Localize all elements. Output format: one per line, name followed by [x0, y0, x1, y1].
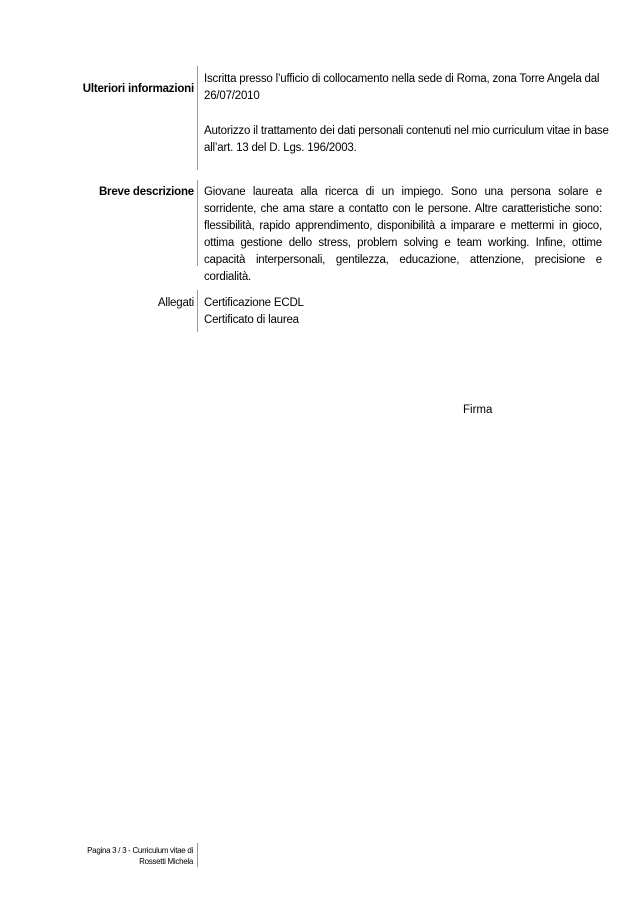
page-footer: [86, 845, 193, 867]
footer-author: Rossetti Michela: [139, 857, 193, 866]
section-label-allegati: Allegati: [157, 297, 194, 309]
section-divider: [197, 290, 198, 332]
section-divider: [197, 66, 198, 170]
ulteriori-paragraph-privacy: [204, 123, 609, 157]
allegato-item: Certificato di laurea: [204, 314, 299, 326]
text-line: 26/07/2010: [204, 90, 260, 102]
breve-descrizione-paragraph: Giovane laureata alla ricerca di un impiego. Sono una persona solare e sorridente, che ama stare a contatto con le persone. Altre caratteristiche sono: flessibilità, rapido apprendimento, disponibilità a imparare e mettermi in gioco, ottima gestione dello stress, problem solving e team working. Infine, ottime capacità interpersonali, gentilezza, educazione, attenzione, precisione e cordialità.: [204, 186, 602, 283]
signature-label: Firma: [463, 404, 493, 416]
text-line: all’art. 13 del D. Lgs. 196/2003.: [204, 142, 357, 154]
text-line: Autorizzo il trattamento dei dati personali contenuti nel mio curriculum vitae in base: [204, 125, 609, 137]
allegati-list: [204, 295, 602, 329]
ulteriori-paragraph-iscrizione: [204, 71, 602, 105]
text-line: Iscritta presso l’ufficio di collocamento nella sede di Roma, zona Torre Angela dal: [204, 73, 600, 85]
footer-divider: [197, 843, 198, 867]
footer-page-info: Pagina 3 / 3 - Curriculum vitae di: [87, 846, 193, 855]
section-divider: [197, 180, 198, 266]
section-label-ulteriori-informazioni: Ulteriori informazioni: [82, 83, 194, 95]
allegato-item: Certificazione ECDL: [204, 297, 304, 309]
section-label-breve-descrizione: Breve descrizione: [98, 186, 194, 198]
